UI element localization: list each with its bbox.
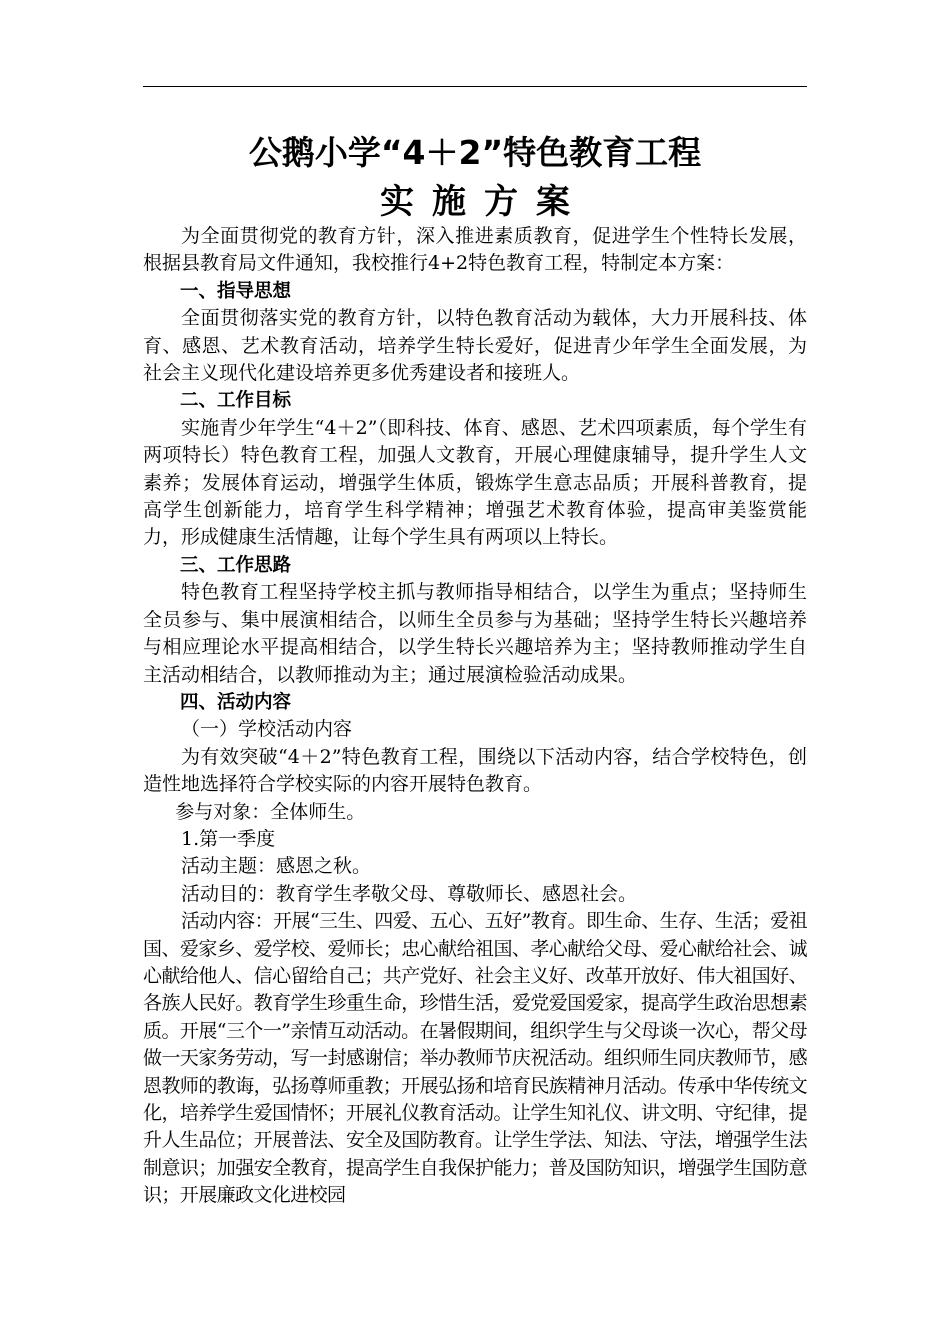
season-line: 1.第一季度 [181, 827, 276, 850]
theme-line: 活动主题：感恩之秋。 [181, 855, 372, 878]
intro-paragraph: 为全面贯彻党的教育方针，深入推进素质教育，促进学生个性特长发展，根据县教育局文件通知，我校推行4+2特色教育工程，特制定本方案： [143, 225, 807, 275]
participants-line: 参与对象：全体师生。 [175, 800, 366, 823]
subsection-heading-school-activities: （一）学校活动内容 [181, 718, 353, 741]
section-heading-guiding-ideology: 一、指导思想 [180, 280, 292, 302]
document-title: 公鹅小学“4＋2”特色教育工程 [248, 133, 702, 172]
section-heading-work-goals: 二、工作目标 [180, 390, 292, 412]
section-heading-activities: 四、活动内容 [180, 691, 292, 713]
document-subtitle: 实施方案 [380, 182, 588, 222]
section-text-guiding-ideology: 全面贯彻落实党的教育方针，以特色教育活动为载体，大力开展科技、体育、感恩、艺术教育活动，培养学生特长爱好，促进青少年学生全面发展，为社会主义现代化建设培养更多优秀建设者和接班人。 [143, 307, 807, 385]
section-text-work-goals: 实施青少年学生“4＋2”（即科技、体育、感恩、艺术四项素质，每个学生有两项特长）特色教育工程，加强人文教育，开展心理健康辅导，提升学生人文素养；发展体育运动，增强学生体质，锻炼学生意志品质；开展科普教育，提高学生创新能力，培育学生科学精神；增强艺术教育体验，提高审美鉴赏能力，形成健康生活情趣，让每个学生具有两项以上特长。 [143, 416, 807, 549]
content-paragraph: 活动内容：开展“三生、四爱、五心、五好”教育。即生命、生存、生活；爱祖国、爱家乡、爱学校、爱师长；忠心献给祖国、孝心献给父母、爱心献给社会、诚心献给他人、信心留给自己；共产党好、社会主义好、改革开放好、伟大祖国好、各族人民好。教育学生珍重生命，珍惜生活，爱党爱国爱家，提高学生政治思想素质。开展“三个一”亲情互动活动。在暑假期间，组织学生与父母谈一次心，帮父母做一天家务劳动，写一封感谢信；举办教师节庆祝活动。组织师生同庆教师节，感恩教师的教诲，弘扬尊师重教；开展弘扬和培育民族精神月活动。传承中华传统文化，培养学生爱国情怀；开展礼仪教育活动。让学生知礼仪、讲文明、守纪律，提升人生品位；开展普法、安全及国防教育。让学生学法、知法、守法，增强学生法制意识；加强安全教育，提高学生自我保护能力；普及国防知识，增强学生国防意识；开展廉政文化进校园 [143, 910, 807, 1207]
activities-intro-paragraph: 为有效突破“4＋2”特色教育工程，围绕以下活动内容，结合学校特色，创造性地选择符合学校实际的内容开展特色教育。 [143, 745, 807, 796]
document-body [143, 223, 807, 1210]
header-rule [143, 86, 807, 87]
section-text-work-approach: 特色教育工程坚持学校主抓与教师指导相结合，以学生为重点；坚持师生全员参与、集中展演相结合，以师生全员参与为基础；坚持学生特长兴趣培养与相应理论水平提高相结合，以学生特长兴趣培养为主；坚持教师推动学生自主活动相结合，以教师推动为主；通过展演检验活动成果。 [143, 581, 807, 686]
purpose-line: 活动目的：教育学生孝敬父母、尊敬师长、感恩社会。 [181, 882, 638, 905]
section-heading-work-approach: 三、工作思路 [180, 554, 292, 576]
